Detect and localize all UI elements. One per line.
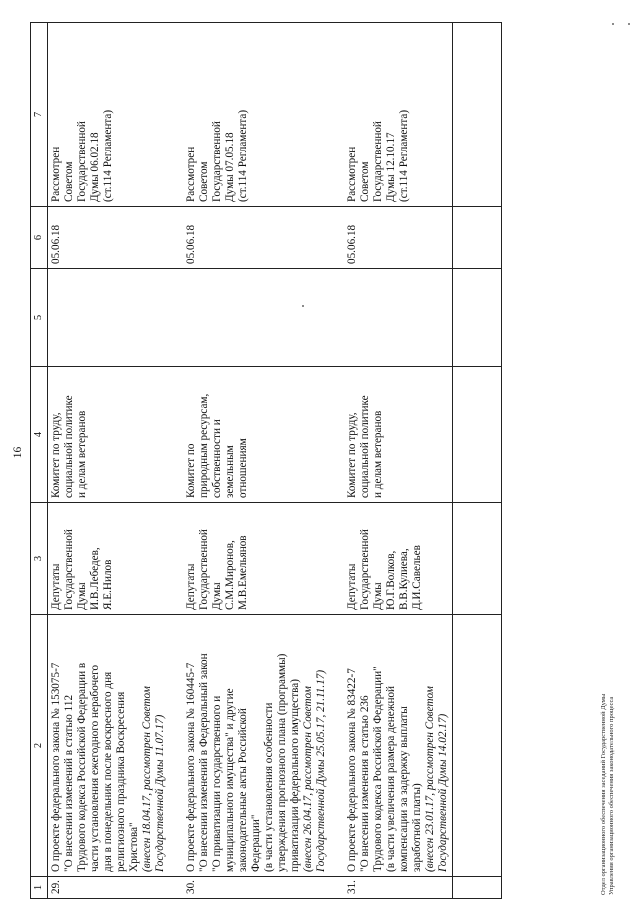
spacer-cell bbox=[453, 23, 502, 207]
committee-line: социальной политике bbox=[63, 395, 75, 498]
status-line: Советом bbox=[63, 161, 75, 202]
committee-line: природным ресурсам, bbox=[198, 393, 210, 498]
spacer-cell bbox=[453, 367, 502, 503]
authors bbox=[344, 503, 453, 615]
status-line: Думы 12.10.17 bbox=[385, 132, 397, 202]
author-line: Ю.Г.Волков, bbox=[385, 550, 397, 610]
spacer-cell bbox=[453, 269, 502, 367]
spacer-cell bbox=[169, 615, 183, 877]
status-line: Государственной bbox=[76, 121, 88, 202]
spacer-cell bbox=[169, 877, 183, 899]
column-5-cell bbox=[183, 269, 330, 367]
bill-title-line: Трудового кодекса Российской Федерации в bbox=[76, 662, 88, 872]
date-cell: 05.06.18 bbox=[48, 207, 170, 269]
author-line: Думы bbox=[211, 582, 223, 610]
committee-line: Комитет по труду, bbox=[346, 412, 358, 498]
status-line: (ст.114 Регламента) bbox=[237, 109, 249, 202]
bill-note: (внесен 23.01.17, рассмотрен Советом Государственной Думы 14.02.17) bbox=[424, 686, 449, 872]
bill-note: (внесен 26.04.17, рассмотрен Советом Государственной Думы 25.05.17, 21.11.17) bbox=[302, 669, 327, 872]
column-header: 5 bbox=[31, 269, 48, 367]
author-line: Государственной bbox=[63, 529, 75, 610]
author-line: Думы bbox=[372, 582, 384, 610]
author-line: Думы bbox=[76, 582, 88, 610]
committee-line: земельным bbox=[224, 445, 236, 498]
committee-line: Комитет по bbox=[185, 443, 197, 498]
bill-title-line: О проекте федерального закона № 153075-7 bbox=[50, 662, 62, 872]
date-cell: 05.06.18 bbox=[344, 207, 453, 269]
page-number: 16 bbox=[12, 446, 24, 459]
bill-title-line: О проекте федерального закона № 83422-7 bbox=[346, 668, 358, 872]
table-row bbox=[183, 23, 330, 899]
committee bbox=[344, 367, 453, 503]
status-cell bbox=[48, 23, 170, 207]
status-line: Советом bbox=[198, 161, 210, 202]
column-5-cell bbox=[344, 269, 453, 367]
bills-table bbox=[30, 22, 502, 899]
scan-dot bbox=[302, 305, 304, 307]
date-cell: 05.06.18 bbox=[183, 207, 330, 269]
spacer-cell bbox=[453, 207, 502, 269]
author-line: И.В.Лебедев, bbox=[89, 547, 101, 610]
footer bbox=[600, 694, 616, 895]
spacer-cell bbox=[330, 207, 344, 269]
column-5-cell bbox=[48, 269, 170, 367]
author-line: Депутаты bbox=[346, 563, 358, 610]
row-number: 30. bbox=[183, 877, 330, 899]
author-line: Государственной bbox=[359, 529, 371, 610]
status-line: Рассмотрен bbox=[346, 146, 358, 202]
row-number: 29. bbox=[48, 877, 170, 899]
row-spacer bbox=[330, 23, 344, 899]
committee-line: отношениям bbox=[237, 438, 249, 498]
column-header: 4 bbox=[31, 367, 48, 503]
committee-line: и делам ветеранов bbox=[76, 410, 88, 498]
committee-line: Комитет по труду, bbox=[50, 412, 62, 498]
bill-title-line: законодательные акты Российской bbox=[237, 708, 249, 872]
bill-note: (внесен 18.04.17, рассмотрен Советом Государственной Думы 11.07.17) bbox=[141, 686, 166, 872]
spacer-cell bbox=[453, 877, 502, 899]
column-header: 6 bbox=[31, 207, 48, 269]
row-spacer bbox=[453, 23, 502, 899]
bill-description bbox=[48, 615, 170, 877]
scan-dot bbox=[612, 23, 614, 25]
committee-line: собственности и bbox=[211, 419, 223, 498]
footer-line: Отдел организационного обеспечения заседаний Государственной Думы bbox=[600, 693, 607, 895]
column-header: 2 bbox=[31, 615, 48, 877]
status-line: Думы 06.02.18 bbox=[89, 132, 101, 202]
spacer-cell bbox=[330, 615, 344, 877]
bill-description bbox=[183, 615, 330, 877]
spacer-cell bbox=[169, 23, 183, 207]
bill-title-line: Христова" bbox=[128, 822, 140, 872]
bill-title-line: религиозного праздника Воскресения bbox=[115, 691, 127, 872]
status-cell bbox=[183, 23, 330, 207]
bill-title-line: "О приватизации государственного и bbox=[211, 695, 223, 872]
bill-title-line: дня в понедельник после воскресного дня bbox=[102, 671, 114, 872]
spacer-cell bbox=[169, 503, 183, 615]
status-line: Советом bbox=[359, 161, 371, 202]
authors bbox=[183, 503, 330, 615]
status-line: Государственной bbox=[372, 121, 384, 202]
spacer-cell bbox=[330, 269, 344, 367]
bill-title-line: части установления ежегодного нерабочего bbox=[89, 664, 101, 872]
bill-title-line: О проекте федерального закона № 160445-7 bbox=[185, 662, 197, 872]
spacer-cell bbox=[169, 367, 183, 503]
status-line: Думы 07.05.18 bbox=[224, 132, 236, 202]
author-line: В.В.Кулиева, bbox=[398, 548, 410, 610]
footer-line: Управления организационного обеспечения законодательного процесса bbox=[608, 696, 615, 895]
status-line: Рассмотрен bbox=[185, 146, 197, 202]
row-spacer bbox=[169, 23, 183, 899]
column-header: 1 bbox=[31, 877, 48, 899]
bill-description bbox=[344, 615, 453, 877]
column-header: 7 bbox=[31, 23, 48, 207]
bill-title-line: "О внесении изменений в Федеральный закон bbox=[198, 653, 210, 872]
bill-title-line: "О внесении изменения в статью 236 bbox=[359, 695, 371, 872]
author-line: Д.И.Савельев bbox=[411, 545, 423, 610]
bill-title-line: (в части увеличения размера денежной bbox=[385, 685, 397, 872]
committee bbox=[48, 367, 170, 503]
table-row bbox=[344, 23, 453, 899]
spacer-cell bbox=[453, 615, 502, 877]
row-number: 31. bbox=[344, 877, 453, 899]
author-line: М.В.Емельянов bbox=[237, 535, 249, 610]
status-line: (ст.114 Регламента) bbox=[398, 109, 410, 202]
status-line: Государственной bbox=[211, 121, 223, 202]
bill-title-line: Трудового кодекса Российской Федерации" bbox=[372, 666, 384, 872]
bill-title-line: (в части установления особенности bbox=[263, 702, 275, 872]
author-line: Депутаты bbox=[185, 563, 197, 610]
spacer-cell bbox=[169, 269, 183, 367]
spacer-cell bbox=[330, 503, 344, 615]
status-cell bbox=[344, 23, 453, 207]
table-header-row bbox=[31, 23, 48, 899]
committee bbox=[183, 367, 330, 503]
bill-title-line: утверждения прогнозного плана (программы) bbox=[276, 653, 288, 872]
bill-title-line: приватизации федерального имущества) bbox=[289, 679, 301, 872]
bill-title-line: компенсации за задержку выплаты bbox=[398, 706, 410, 872]
spacer-cell bbox=[330, 877, 344, 899]
status-line: (ст.114 Регламента) bbox=[102, 109, 114, 202]
bill-title-line: Федерации" bbox=[250, 814, 262, 872]
committee-line: социальной политике bbox=[359, 395, 371, 498]
status-line: Рассмотрен bbox=[50, 146, 62, 202]
spacer-cell bbox=[169, 207, 183, 269]
column-header: 3 bbox=[31, 503, 48, 615]
spacer-cell bbox=[330, 23, 344, 207]
author-line: Депутаты bbox=[50, 563, 62, 610]
spacer-cell bbox=[453, 503, 502, 615]
spacer-cell bbox=[330, 367, 344, 503]
table-row bbox=[48, 23, 170, 899]
author-line: Государственной bbox=[198, 529, 210, 610]
bill-title-line: "О внесении изменений в статью 112 bbox=[63, 694, 75, 872]
bill-title-line: заработной платы) bbox=[411, 783, 423, 872]
authors bbox=[48, 503, 170, 615]
author-line: С.М.Миронов, bbox=[224, 540, 236, 610]
committee-line: и делам ветеранов bbox=[372, 410, 384, 498]
author-line: Я.Е.Нилов bbox=[102, 559, 114, 610]
bill-title-line: муниципального имущества" и другие bbox=[224, 688, 236, 872]
scan-dot bbox=[628, 23, 630, 25]
